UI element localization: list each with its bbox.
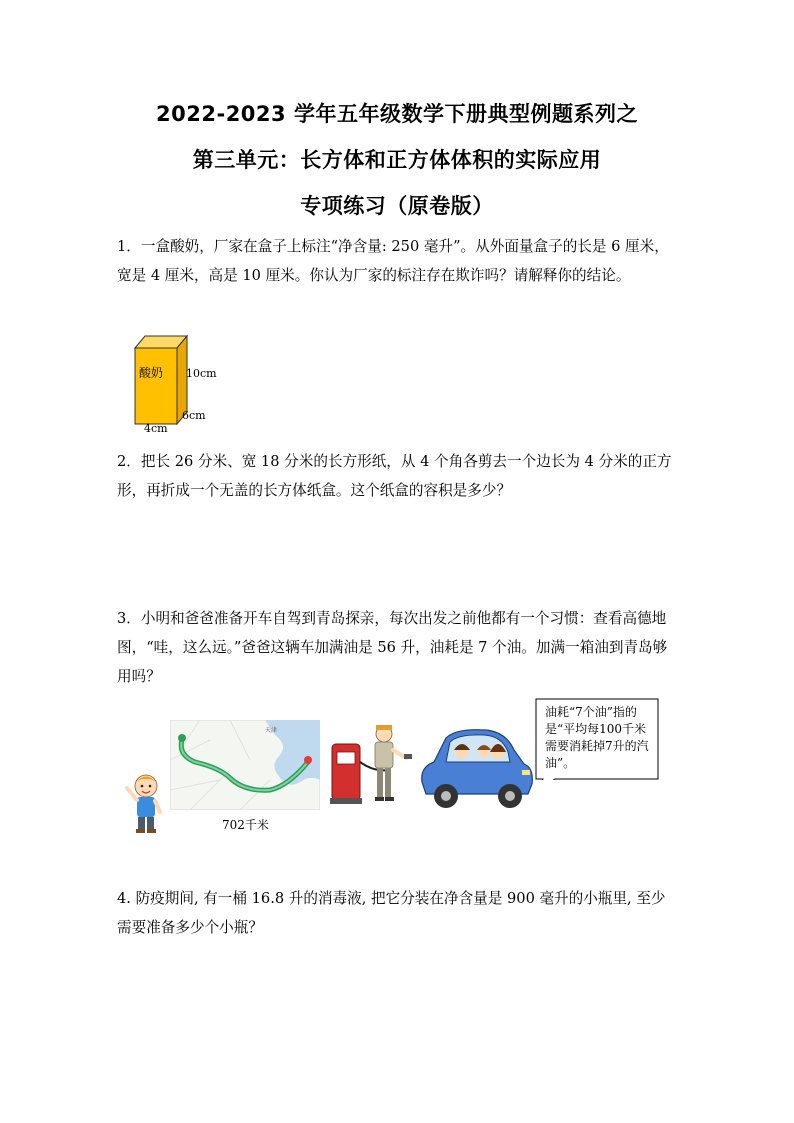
question-3: 3．小明和爸爸准备开车自驾到青岛探亲，每次出发之前他都有一个习惯：查看高德地图，“哇，这么远。”爸爸这辆车加满油是 56 升，油耗是 7 个油。加满一箱油到青岛够用吗？ [117,610,668,685]
car-illustration [416,722,536,814]
yogurt-box-figure [125,328,235,440]
question-2: 2．把长 26 分米、宽 18 分米的长方形纸，从 4 个角各剪去一个边长为 4 分米的正方形，再折成一个无盖的长方体纸盒。这个纸盒的容积是多少？ [117,453,672,499]
title-line-2: 第三单元：长方体和正方体体积的实际应用 [192,148,602,172]
map-city-label: 天津 [265,727,278,734]
gas-pump-illustration [326,722,414,806]
box-front-label: 酸奶 [139,366,164,380]
question-4: 4. 防疫期间, 有一桶 16.8 升的消毒液, 把它分装在净含量是 900 毫升的小瓶里, 至少需要准备多少个小瓶？ [117,890,666,936]
box-depth-label: 6cm [182,409,206,422]
question-1: 1．一盒酸奶，厂家在盒子上标注“净含量: 250 毫升”。从外面量盒子的长是 6 厘米，宽是 4 厘米，高是 10 厘米。你认为厂家的标注存在欺诈吗？请解释你的结论。 [117,238,669,284]
box-front-face [135,348,177,424]
box-width-label: 4cm [144,422,168,435]
speech-bubble-text: 油耗“7个油”指的是“平均每100千米需要消耗掉7升的汽油”。 [545,705,649,770]
boy-illustration [122,770,168,835]
title-line-3: 专项练习（原卷版） [300,194,494,218]
route-map [170,720,320,810]
map-caption: 702千米 [222,818,269,832]
box-height-label: 10cm [186,367,217,380]
title-line-1: 2022-2023 学年五年级数学下册典型例题系列之 [156,102,638,126]
